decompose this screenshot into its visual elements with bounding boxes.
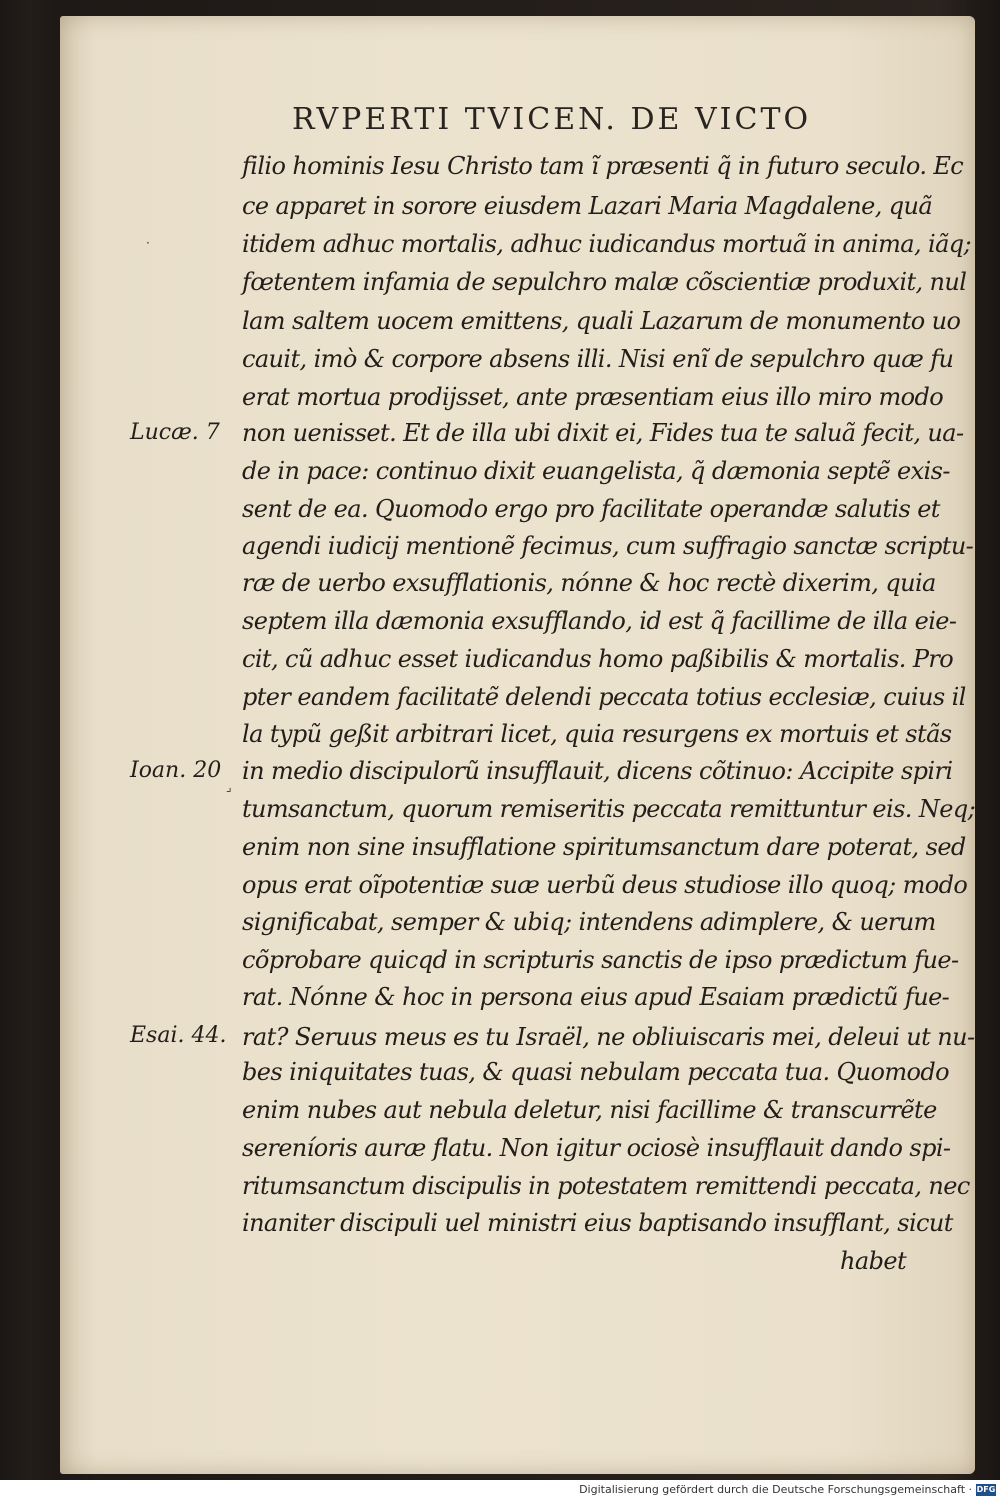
text-line: enim non sine insufflatione spiritumsanctum dare poterat, sed [242, 833, 966, 861]
text-line: cõprobare quicqd in scripturis sanctis de ipso prædictum fue- [242, 946, 959, 974]
text-line: in medio discipulorũ insufflauit, dicens cõtinuo: Accipite spiri [242, 757, 953, 785]
text-line: erat mortua prodijsset, ante præsentiam eius illo miro modo [242, 383, 944, 411]
margin-dot-mark: · [146, 236, 150, 250]
marginal-note-isaiah: Esai. 44. [130, 1023, 227, 1048]
text-line: filio hominis Iesu Christo tam ĩ præsenti q̃ in futuro seculo. Ec [242, 152, 964, 180]
digitization-footer [0, 1480, 1000, 1501]
text-line: ritumsanctum discipulis in potestatem remittendi peccata, nec [242, 1172, 970, 1200]
marginal-note-john: Ioan. 20 [130, 758, 222, 783]
text-line: ræ de uerbo exsufflationis, nónne & hoc rectè dixerim, quia [242, 569, 936, 597]
text-line: bes iniquitates tuas, & quasi nebulam peccata tua. Quomodo [242, 1058, 949, 1086]
margin-bracket-mark: ⌟ [226, 780, 232, 794]
text-line: ce apparet in sorore eiusdem Lazari Maria Magdalene, quã [242, 192, 933, 220]
text-line: la typũ geßit arbitrari licet, quia resurgens ex mortuis et stãs [242, 720, 952, 748]
text-line: tumsanctum, quorum remiseritis peccata remittuntur eis. Neq; [242, 795, 976, 823]
text-line: septem illa dæmonia exsufflando, id est q̃ facillime de illa eie- [242, 607, 957, 635]
dfg-logo-icon: DFG [976, 1485, 996, 1494]
text-line: enim nubes aut nebula deletur, nisi facillime & transcurrẽte [242, 1096, 937, 1124]
text-line: de in pace: continuo dixit euangelista, q̃ dæmonia septẽ exis- [242, 457, 950, 485]
text-line: opus erat oĩpotentiæ suæ uerbũ deus studiose illo quoq; modo [242, 871, 968, 899]
catchword: habet [840, 1247, 906, 1275]
running-head: RVPERTI TVICEN. DE VICTO [292, 102, 812, 137]
text-line: sent de ea. Quomodo ergo pro facilitate operandæ salutis et [242, 495, 940, 523]
text-line: rat. Nónne & hoc in persona eius apud Esaiam prædictũ fue- [242, 983, 950, 1011]
marginal-note-luke: Lucæ. 7 [130, 420, 220, 445]
text-line: pter eandem facilitatẽ delendi peccata totius ecclesiæ, cuius il [242, 683, 966, 711]
text-line: non uenisset. Et de illa ubi dixit ei, Fides tua te saluã fecit, ua- [242, 419, 964, 447]
text-line: significabat, semper & ubiq; intendens adimplere, & uerum [242, 908, 936, 936]
text-line: cauit, imò & corpore absens illi. Nisi enĩ de sepulchro quæ fu [242, 345, 954, 373]
text-line: lam saltem uocem emittens, quali Lazarum de monumento uo [242, 307, 961, 335]
funding-credit: Digitalisierung gefördert durch die Deutsche Forschungsgemeinschaft · [579, 1483, 972, 1496]
text-line: fœtentem infamia de sepulchro malæ cõscientiæ produxit, nul [242, 268, 967, 296]
text-line: cit, cũ adhuc esset iudicandus homo paßibilis & mortalis. Pro [242, 645, 954, 673]
text-line: itidem adhuc mortalis, adhuc iudicandus mortuã in anima, iãq; [242, 230, 972, 258]
text-line: rat? Seruus meus es tu Israël, ne obliuiscaris mei, deleui ut nu- [242, 1023, 975, 1051]
text-line: inaniter discipuli uel ministri eius baptisando insufflant, sicut [242, 1209, 953, 1237]
text-line: sereníoris auræ flatu. Non igitur ociosè insufflauit dando spi- [242, 1134, 951, 1162]
text-line: agendi iudicij mentionẽ fecimus, cum suffragio sanctæ scriptu- [242, 532, 974, 560]
